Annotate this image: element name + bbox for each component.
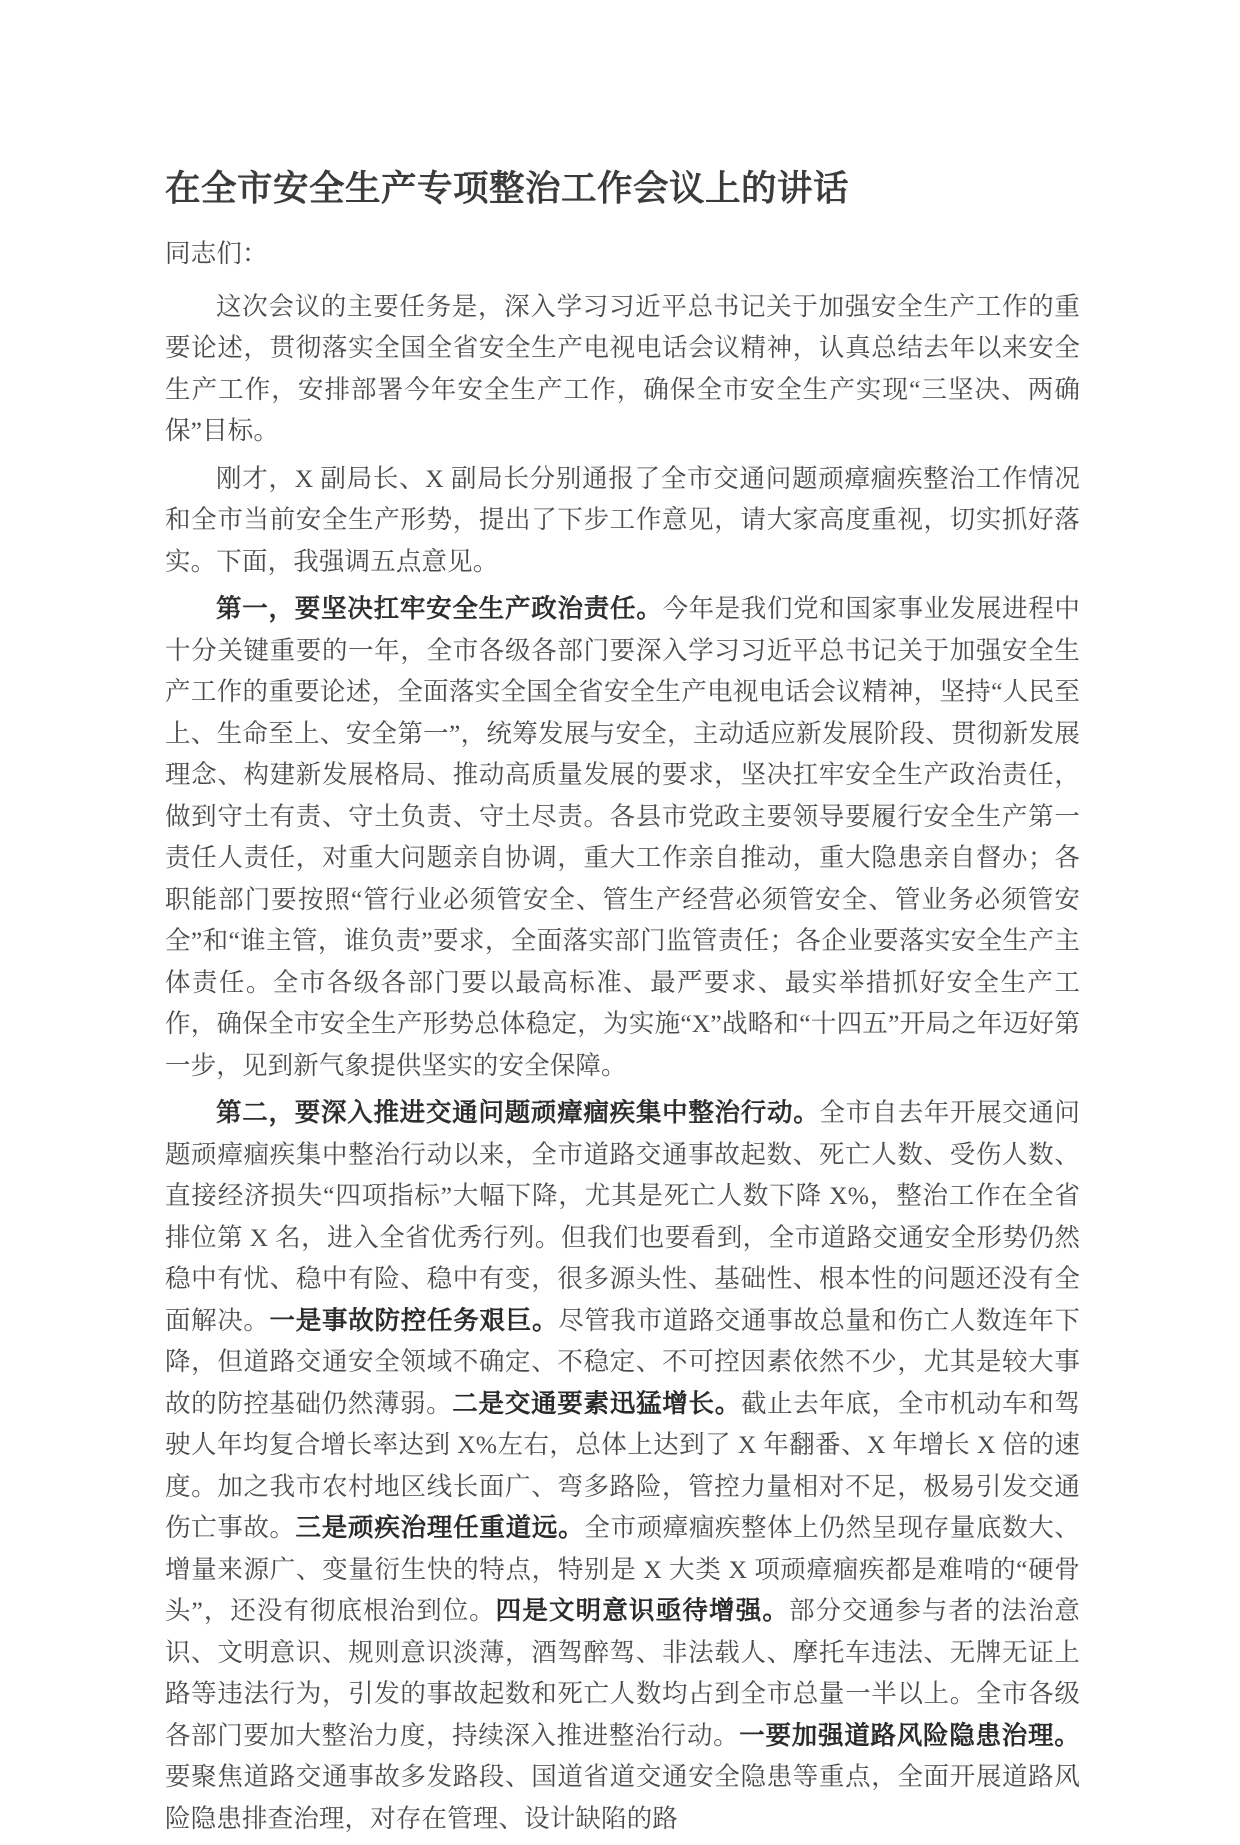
section-2-point-2-heading: 二是交通要素迅猛增长。 [452,1388,742,1418]
section-2-point-3-text: 全市顽瘴痼疾整体上仍然呈现存量底数大、增量来源广、变量衍生快的特点，特别是 X 大类 X 项顽瘴痼疾都是难啃的“硬骨头”，还没有彻底根治到位。 [165,1513,1080,1626]
section-2-point-2-text: 截止去年底，全市机动车和驾驶人年均复合增长率达到 X%左右，总体上达到了 X 年翻番、X 年增长 X 倍的速度。加之我市农村地区线长面广、弯多路险，管控力量相对不足，极易引发交通伤亡事故。 [165,1388,1080,1543]
section-2-point-4-heading: 四是文明意识亟待增强。 [495,1596,790,1626]
section-2-point-4-text: 部分交通参与者的法治意识、文明意识、规则意识淡薄，酒驾醉驾、非法载人、摩托车违法、无牌无证上路等违法行为，引发的事故起数和死亡人数均占到全市总量一半以上。全市各级各部门要加大整治力度，持续深入推进整治行动。 [165,1596,1080,1750]
section-2-point-1-heading: 一是事故防控任务艰巨。 [269,1305,559,1335]
section-2-intro-text: 全市自去年开展交通问题顽瘴痼疾集中整治行动以来，全市道路交通事故起数、死亡人数、受伤人数、直接经济损失“四项指标”大幅下降，尤其是死亡人数下降 X%，整治工作在全省排位第 X 名，进入全省优秀行列。但我们也要看到，全市道路交通安全形势仍然稳中有忧、稳中有险、稳中有变，很多源头性、基础性、根本性的问题还没有全面解决。 [165,1098,1080,1335]
section-1-heading: 第一，要坚决扛牢安全生产政治责任。 [216,594,663,624]
section-1-text: 今年是我们党和国家事业发展进程中十分关键重要的一年，全市各级各部门要深入学习习近平总书记关于加强安全生产工作的重要论述，全面落实全国全省安全生产电视电话会议精神，坚持“人民至上、生命至上、安全第一”，统筹发展与安全，主动适应新发展阶段、贯彻新发展理念、构建新发展格局、推动高质量发展的要求，坚决扛牢安全生产政治责任，做到守土有责、守土负责、守土尽责。各县市党政主要领导要履行安全生产第一责任人责任，对重大问题亲自协调，重大工作亲自推动，重大隐患亲自督办；各职能部门要按照“管行业必须管安全、管生产经营必须管安全、管业务必须管安全”和“谁主管，谁负责”要求，全面落实部门监管责任；各企业要落实安全生产主体责任。全市各级各部门要以最高标准、最严要求、最实举措抓好安全生产工作，确保全市安全生产形势总体稳定，为实施“X”战略和“十四五”开局之年迈好第一步，见到新气象提供坚实的安全保障。 [165,594,1080,1080]
paragraph-section-2 [165,1092,1080,1839]
section-2-measure-1-text: 要聚焦道路交通事故多发路段、国道省道交通安全隐患等重点，全面开展道路风险隐患排查治理，对存在管理、设计缺陷的路 [165,1762,1080,1833]
section-2-point-3-heading: 三是顽疾治理任重道远。 [295,1513,585,1543]
paragraph-section-1 [165,588,1080,1086]
section-2-point-1-text: 尽管我市道路交通事故总量和伤亡人数连年下降，但道路交通安全领域不确定、不稳定、不可控因素依然不少，尤其是较大事故的防控基础仍然薄弱。 [165,1305,1080,1418]
document-body [165,166,1080,1845]
paragraph-intro-2: 刚才，X 副局长、X 副局长分别通报了全市交通问题顽瘴痼疾整治工作情况和全市当前安全生产形势，提出了下步工作意见，请大家高度重视，切实抓好落实。下面，我强调五点意见。 [165,463,1080,576]
salutation: 同志们： [165,238,268,268]
paragraph-intro-1: 这次会议的主要任务是，深入学习习近平总书记关于加强安全生产工作的重要论述，贯彻落实全国全省安全生产电视电话会议精神，认真总结去年以来安全生产工作，安排部署今年安全生产工作，确保全市安全生产实现“三坚决、两确保”目标。 [165,291,1080,446]
section-2-measure-1-heading: 一要加强道路风险隐患治理。 [739,1720,1080,1750]
page-title: 在全市安全生产专项整治工作会议上的讲话 [165,168,850,209]
section-2-heading: 第二，要深入推进交通问题顽瘴痼疾集中整治行动。 [216,1098,820,1128]
